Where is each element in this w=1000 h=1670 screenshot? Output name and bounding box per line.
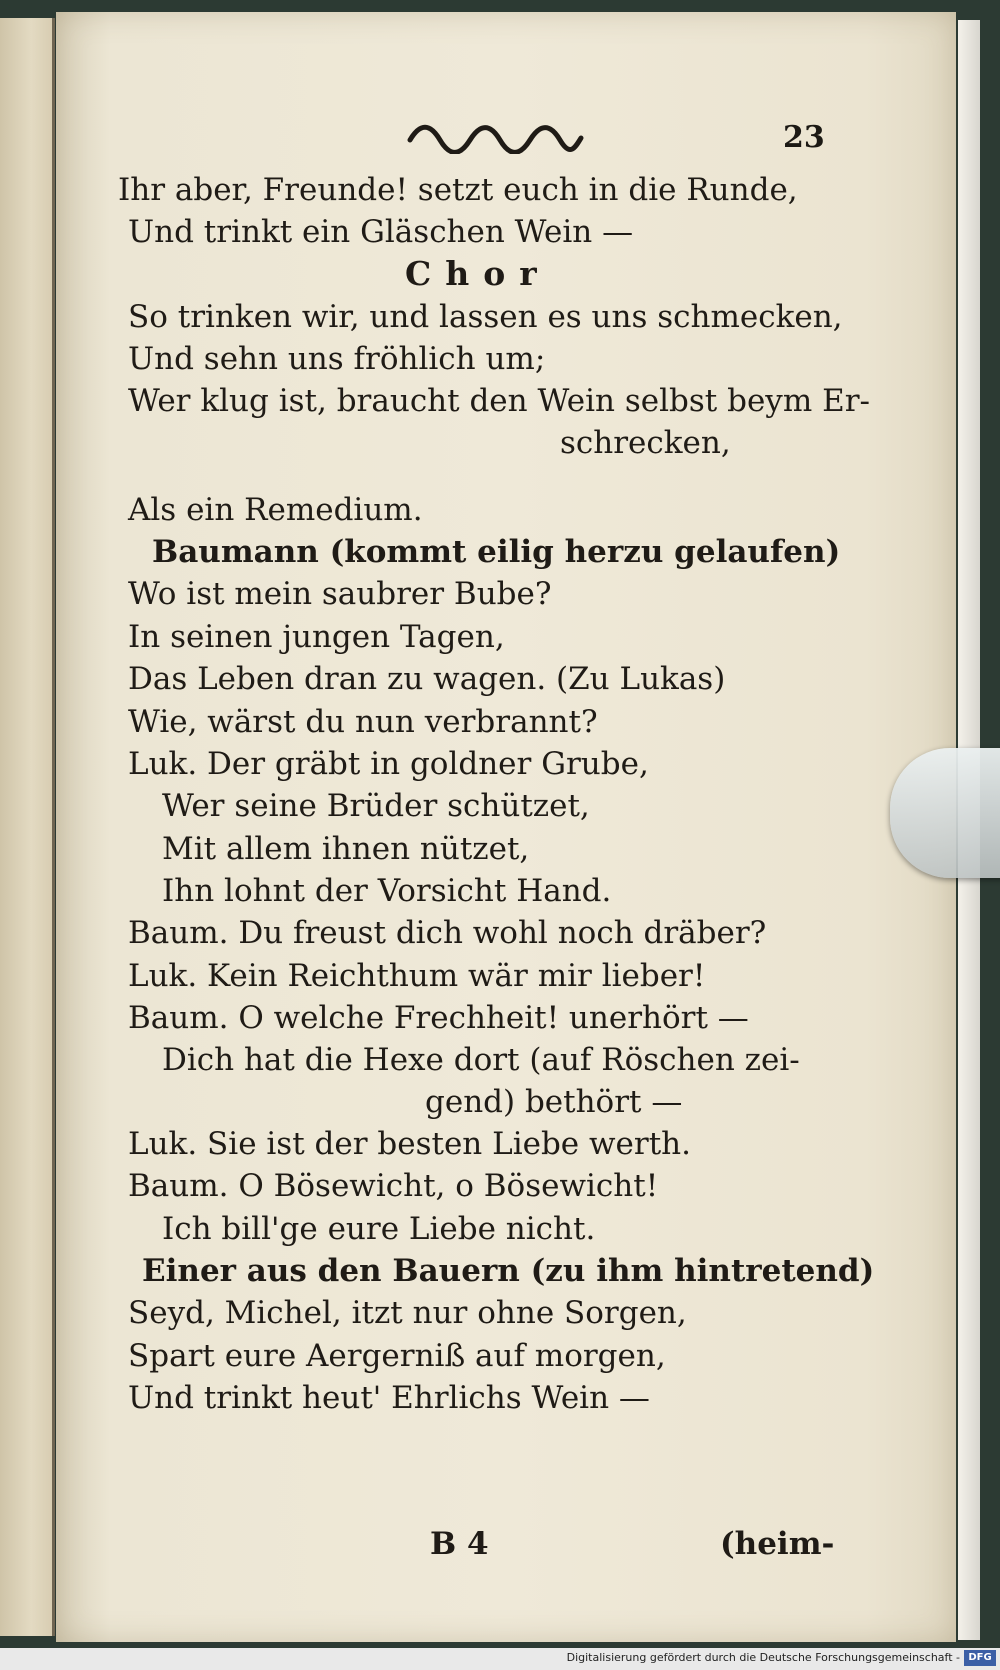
text-line: Wer seine Brüder schützet, <box>162 788 590 824</box>
text-line: gend) bethört — <box>425 1084 683 1120</box>
text-line: Luk. Der gräbt in goldner Grube, <box>128 746 649 782</box>
header-ornament <box>405 118 585 154</box>
text-line: Wer klug ist, braucht den Wein selbst beym Er- <box>128 383 870 419</box>
text-line: Ich bill'ge eure Liebe nicht. <box>162 1211 596 1247</box>
dfg-logo: DFG <box>964 1650 996 1666</box>
chorus-heading: Chor <box>405 254 551 293</box>
text-line: Als ein Remedium. <box>128 492 423 528</box>
text-line: Dich hat die Hexe dort (auf Röschen zei- <box>162 1042 800 1078</box>
text-line: Baum. Du freust dich wohl noch dräber? <box>128 915 767 951</box>
text-line: Wie, wärst du nun verbrannt? <box>128 704 598 740</box>
text-line: Und trinkt ein Gläschen Wein — <box>128 214 634 250</box>
page-clip <box>890 748 1000 878</box>
text-line: Baum. O Bösewicht, o Bösewicht! <box>128 1168 659 1204</box>
catchword: (heim- <box>720 1526 835 1562</box>
signature-mark: B 4 <box>430 1526 489 1562</box>
text-line: schrecken, <box>560 425 731 461</box>
text-line: Baum. O welche Frechheit! unerhört — <box>128 1000 749 1036</box>
text-line: Und sehn uns fröhlich um; <box>128 341 546 377</box>
text-line: Mit allem ihnen nützet, <box>162 831 530 867</box>
text-line: Seyd, Michel, itzt nur ohne Sorgen, <box>128 1295 687 1331</box>
page-number: 23 <box>783 120 825 155</box>
stage-direction: Baumann (kommt eilig herzu gelaufen) <box>152 534 841 570</box>
stage-direction: Einer aus den Bauern (zu ihm hintretend) <box>142 1253 875 1289</box>
text-line: Luk. Sie ist der besten Liebe werth. <box>128 1126 691 1162</box>
text-line: Luk. Kein Reichthum wär mir lieber! <box>128 958 706 994</box>
text-line: Ihr aber, Freunde! setzt euch in die Runde, <box>118 172 798 208</box>
text-line: Spart eure Aergerniß auf morgen, <box>128 1338 666 1374</box>
previous-page-edge <box>0 18 55 1636</box>
text-line: Und trinkt heut' Ehrlichs Wein — <box>128 1380 650 1416</box>
text-line: So trinken wir, und lassen es uns schmecken, <box>128 299 843 335</box>
text-line: Wo ist mein saubrer Bube? <box>128 576 552 612</box>
text-line: Das Leben dran zu wagen. (Zu Lukas) <box>128 661 726 697</box>
text-line: Ihn lohnt der Vorsicht Hand. <box>162 873 612 909</box>
text-line: In seinen jungen Tagen, <box>128 619 505 655</box>
footer-credit: Digitalisierung gefördert durch die Deutsche Forschungsgemeinschaft - <box>566 1651 960 1664</box>
